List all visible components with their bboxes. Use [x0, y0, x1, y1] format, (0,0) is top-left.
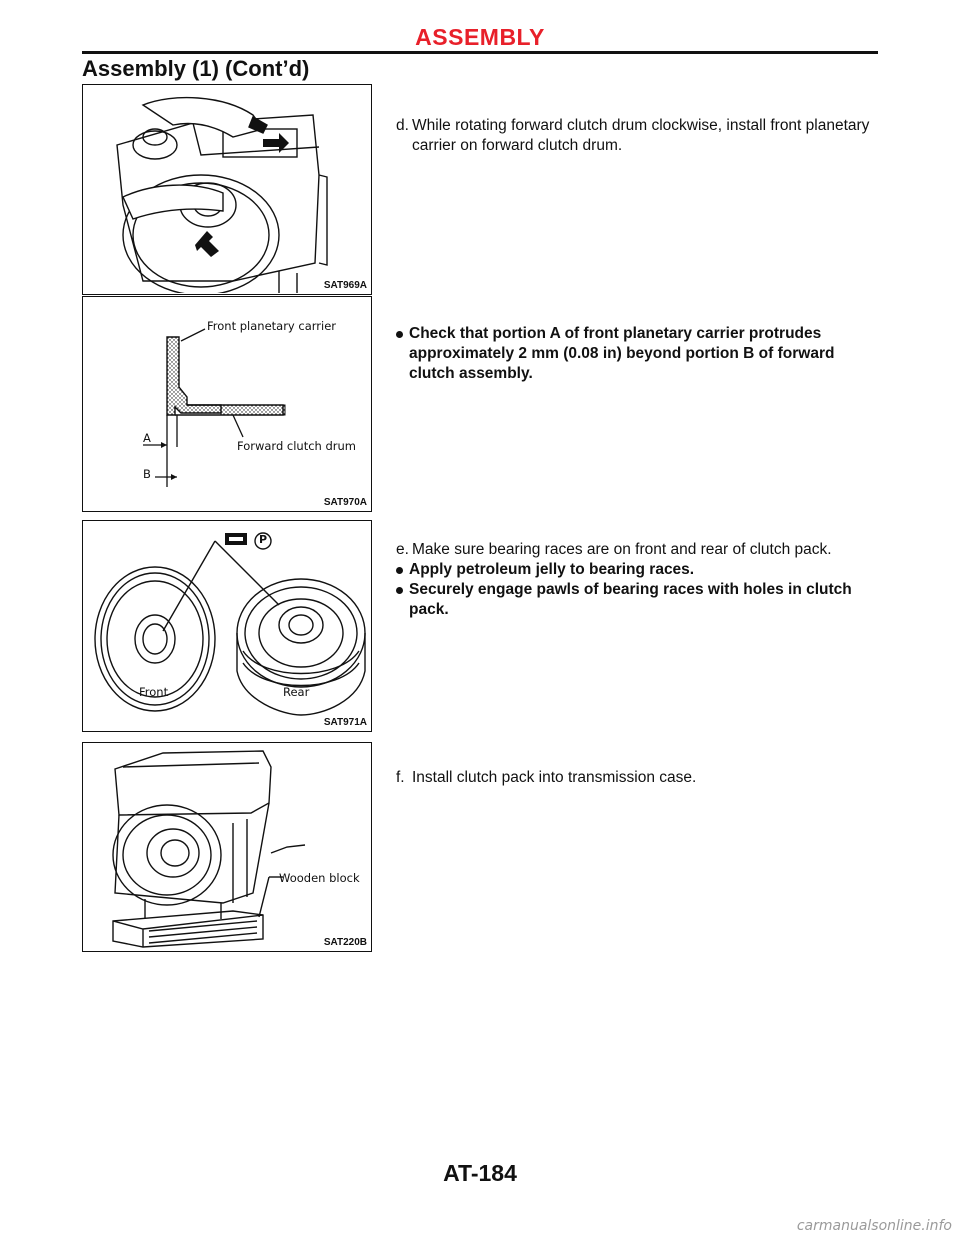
- figure-sat969a: [82, 84, 372, 295]
- label-wooden-block: Wooden block: [279, 871, 360, 885]
- bullet-item: Apply petroleum jelly to bearing races.: [396, 560, 882, 580]
- label-rear: Rear: [283, 685, 310, 699]
- illustration-install-carrier: [83, 85, 371, 293]
- figure-sat220b: [82, 742, 372, 952]
- step-letter: f.: [396, 769, 405, 786]
- bullet-item: Check that portion A of front planetary carrier protrudes approximately 2 mm (0.08 in) beyond portion B of forward clutch assembly.: [396, 324, 882, 384]
- label-front: Front: [139, 685, 169, 699]
- label-front-planetary-carrier: Front planetary carrier: [207, 319, 337, 333]
- bullet-icon: [396, 567, 403, 574]
- page-number: AT-184: [443, 1160, 517, 1186]
- step-d: [396, 116, 882, 156]
- check-note: [396, 324, 882, 384]
- illustration-clutch-pack-install: [83, 743, 371, 951]
- p-symbol-icon: P: [259, 533, 268, 546]
- label-forward-clutch-drum: Forward clutch drum: [237, 439, 357, 453]
- label-b: B: [143, 467, 151, 481]
- step-f: [396, 768, 882, 788]
- step-letter: e.: [396, 541, 409, 558]
- step-text: Install clutch pack into transmission case.: [412, 769, 697, 786]
- illustration-bearing-races: [83, 521, 371, 731]
- bullet-icon: [396, 587, 403, 594]
- header-rule: [82, 51, 878, 54]
- figure-code: SAT969A: [323, 280, 367, 291]
- bullet-item: Securely engage pawls of bearing races with holes in clutch pack.: [396, 580, 882, 620]
- bullet-icon: [396, 331, 403, 338]
- step-text: Make sure bearing races are on front and rear of clutch pack.: [412, 541, 832, 558]
- step-e: [396, 540, 882, 620]
- step-text: While rotating forward clutch drum clockwise, install front planetary carrier on forward clutch drum.: [412, 117, 870, 154]
- step-letter: d.: [396, 117, 409, 134]
- page-heading: Assembly (1) (Cont’d): [82, 56, 310, 81]
- figure-sat971a: [82, 520, 372, 732]
- watermark: carmanualsonline.info: [796, 1218, 952, 1234]
- figure-code: SAT970A: [323, 497, 367, 508]
- section-title: ASSEMBLY: [415, 24, 545, 50]
- figure-code: SAT971A: [323, 717, 367, 728]
- label-a: A: [143, 431, 151, 445]
- figure-sat970a: [82, 296, 372, 512]
- figure-code: SAT220B: [323, 937, 367, 948]
